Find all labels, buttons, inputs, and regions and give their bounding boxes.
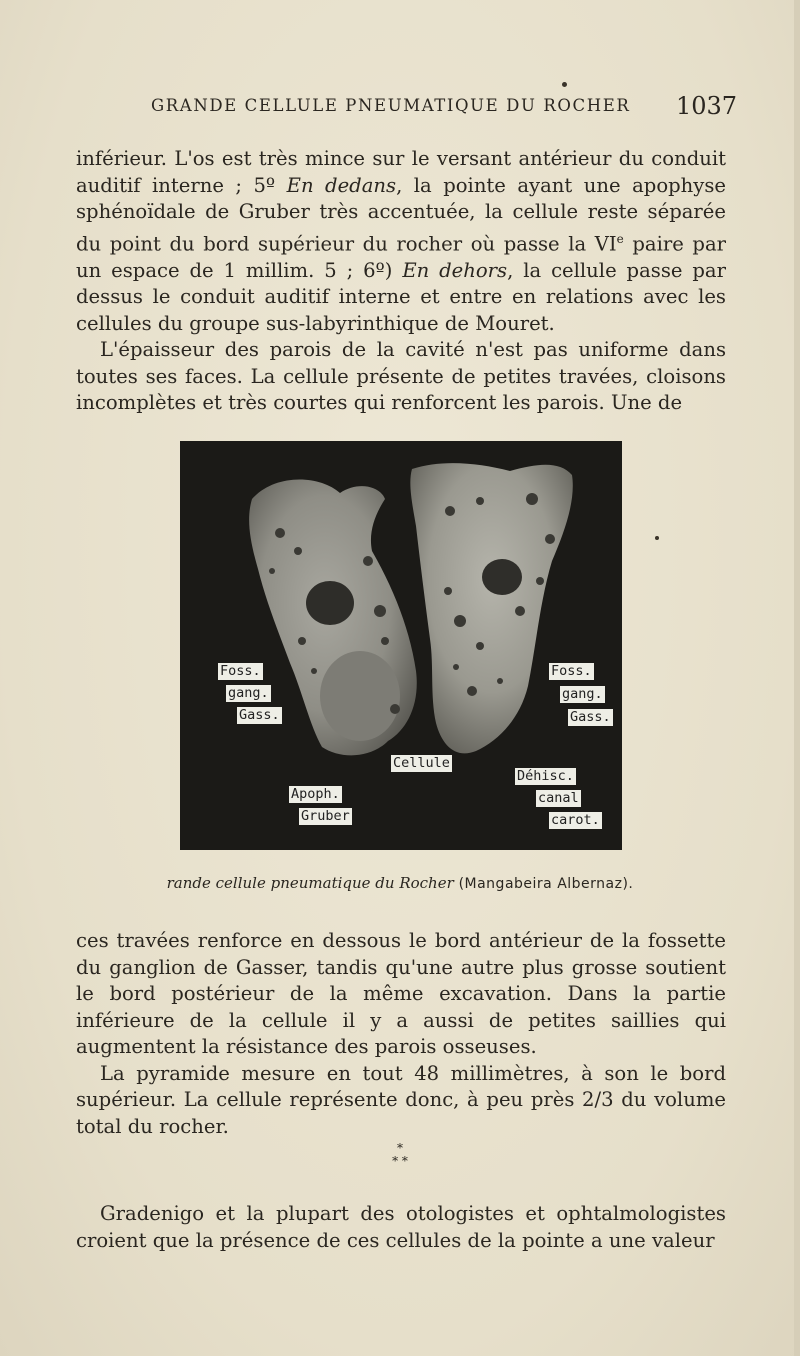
text-run: , la cellule passe par dessus le conduit auditif interne et entre en relations avec les cellules du groupe sus-labyrinthique de Mouret.	[76, 258, 726, 335]
figure-caption	[0, 874, 800, 892]
text-block-middle	[76, 928, 726, 1140]
label-apophyse-1: Apoph.	[291, 786, 340, 802]
text-block-top	[76, 146, 726, 417]
left-cavity	[306, 581, 354, 625]
page-number: 1037	[676, 92, 738, 120]
paragraph-1	[76, 146, 726, 337]
label-apophyse-2: Gruber	[301, 808, 350, 824]
label-fossa-right-2: gang.	[562, 686, 603, 702]
caption-italic: rande cellule pneumatique du Rocher	[166, 874, 454, 892]
label-dehiscence-2: canal	[538, 790, 579, 806]
right-cavity	[482, 559, 522, 595]
text-run: paire par un espace de 1 millim. 5 ; 6º)	[76, 232, 727, 282]
paragraph-3: ces travées renforce en dessous le bord antérieur de la fossette du ganglion de Gasser, tandis qu'une autre plus grosse soutient le bord postérieur de la même excavation. Dans la partie inférieure de la cellule il y a aussi de petites saillies qui augmentent la résistance des parois osseuses.	[76, 929, 726, 1058]
label-fossa-left-2: gang.	[228, 685, 269, 701]
paragraph-2: L'épaisseur des parois de la cavité n'est pas uniforme dans toutes ses faces. La cellule présente de petites travées, cloisons incomplètes et très courtes qui renforcent les parois. Une de	[76, 338, 726, 415]
label-fossa-right-3: Gass.	[570, 709, 611, 725]
label-dehiscence-3: carot.	[551, 812, 600, 828]
label-fossa-right-1: Foss.	[551, 663, 592, 679]
superscript: e	[616, 231, 624, 246]
print-speck	[655, 536, 659, 540]
figure-photograph	[180, 441, 622, 850]
italic-run: En dehors	[402, 258, 508, 282]
left-fossa	[320, 651, 400, 741]
label-dehiscence-1: Déhisc.	[517, 768, 574, 784]
italic-run: En dedans	[286, 173, 397, 197]
text-block-bottom	[76, 1201, 726, 1254]
asterism-separator	[380, 1142, 420, 1178]
page-edge	[794, 0, 800, 1356]
label-cellule: Cellule	[393, 755, 450, 771]
page-header	[0, 92, 800, 122]
running-title: GRANDE CELLULE PNEUMATIQUE DU ROCHER	[151, 96, 631, 115]
paragraph-4: La pyramide mesure en tout 48 millimètres, à son le bord supérieur. La cellule représente donc, à peu près 2/3 du volume total du rocher.	[76, 1061, 726, 1138]
print-speck	[562, 82, 567, 87]
paragraph-5: Gradenigo et la plupart des otologistes et ophtalmologistes croient que la présence de ces cellules de la pointe a une valeur	[76, 1202, 726, 1252]
text-run: inférieur. L'os est très mince sur le versant antérieur du conduit auditif interne ; 5º	[76, 147, 726, 197]
label-fossa-left-1: Foss.	[220, 663, 261, 679]
text-run: , la pointe ayant une apophyse sphénoïdale de Gruber très accentuée, la cellule reste séparée du point du bord supérieur du rocher où passe la VI	[76, 173, 726, 256]
asterism-top: *	[397, 1141, 403, 1155]
caption-credit: (Mangabeira Albernaz).	[458, 876, 634, 892]
label-fossa-left-3: Gass.	[239, 707, 280, 723]
asterism-bottom: * *	[392, 1154, 408, 1168]
bone-specimen-photo	[180, 441, 622, 850]
